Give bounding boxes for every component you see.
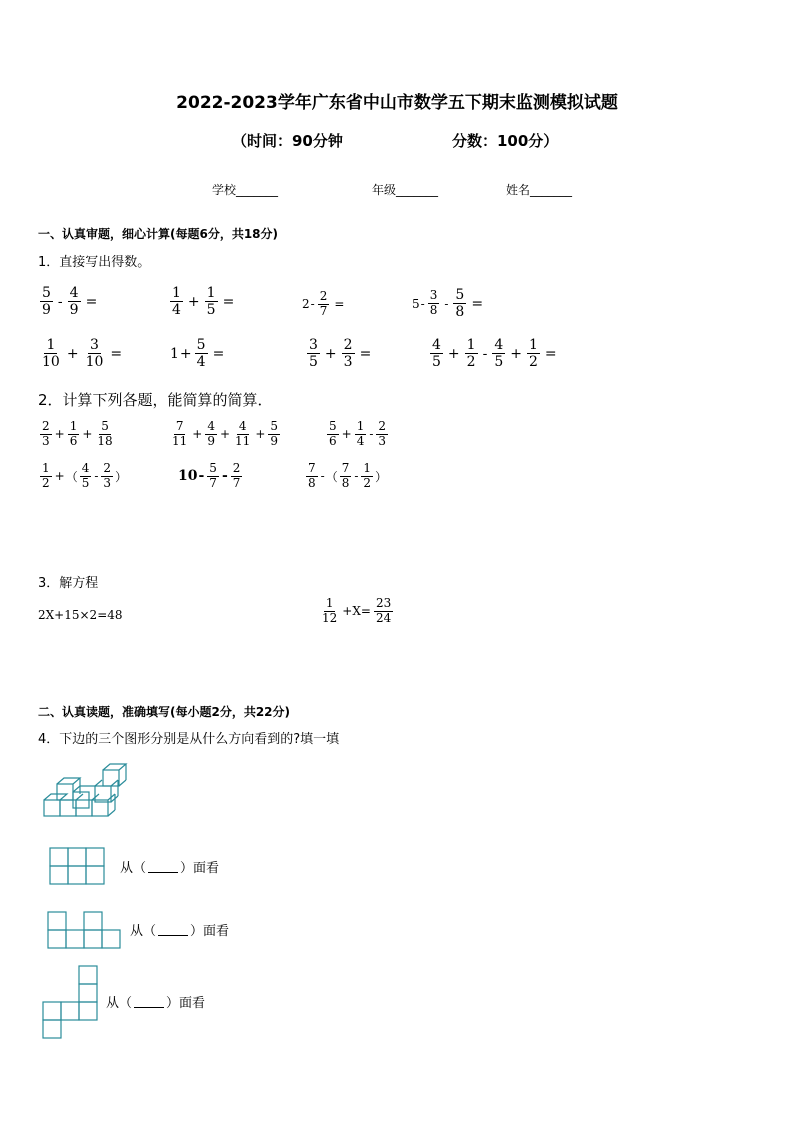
view-label-1: 从（ ）面看 xyxy=(120,861,220,876)
q1-expr-3: 2 - $\frac{2}{7}$ = xyxy=(302,289,345,318)
q2-expr-1: $\frac{2}{3}$ + $\frac{1}{6}$ + $\frac{5}{18}$ xyxy=(42,419,113,448)
school-field: 学校_______ xyxy=(212,183,279,197)
question-2: 2．计算下列各题，能简算的简算． xyxy=(38,391,273,409)
q1-expr-1: $\frac{5}{9}$ - $\frac{4}{9}$ = xyxy=(42,285,98,319)
answer-blank-3[interactable] xyxy=(134,996,164,1008)
exam-time: （时间：90分钟 xyxy=(232,132,343,150)
question-3: 3．解方程 xyxy=(38,576,99,591)
name-field: 姓名_______ xyxy=(506,183,573,197)
question-4: 4．下边的三个图形分别是从什么方向看到的?填一填 xyxy=(38,732,340,747)
question-1: 1．直接写出得数。 xyxy=(38,255,151,270)
q2-expr-5: 10 - $\frac{5}{7}$ - $\frac{2}{7}$ xyxy=(178,461,241,490)
equation-2: $\frac{1}{12}$ +X= $\frac{23}{24}$ xyxy=(322,596,392,625)
view-figure-3 xyxy=(41,964,101,1040)
q2-expr-2: $\frac{7}{11}$ + $\frac{4}{9}$ + $\frac{4}{11}$ + $\frac{5}{9}$ xyxy=(172,419,279,448)
section2-heading: 二、认真读题，准确填写(每小题2分，共22分) xyxy=(38,705,291,719)
q1-expr-4: 5 - $\frac{3}{8}$ - $\frac{5}{8}$ = xyxy=(412,287,484,321)
q1-expr-2: $\frac{1}{4}$ + $\frac{1}{5}$ = xyxy=(172,285,235,319)
answer-blank-1[interactable] xyxy=(148,861,178,873)
grade-field: 年级_______ xyxy=(372,183,439,197)
answer-blank-2[interactable] xyxy=(158,924,188,936)
section1-heading: 一、认真审题，细心计算(每题6分，共18分) xyxy=(38,227,279,241)
q1-expr-5: $\frac{1}{10}$ + $\frac{3}{10}$ = xyxy=(42,337,123,371)
view-label-2: 从（ ）面看 xyxy=(130,924,230,939)
exam-score: 分数：100分） xyxy=(452,132,559,150)
q2-expr-3: $\frac{5}{6}$ + $\frac{1}{4}$ - $\frac{2}{3}$ xyxy=(329,419,387,448)
q1-expr-6: 1 + $\frac{5}{4}$ = xyxy=(170,337,225,371)
q2-expr-4: $\frac{1}{2}$ + （ $\frac{4}{5}$ - $\frac{2}{3}$ ） xyxy=(42,461,128,490)
view-label-3: 从（ ）面看 xyxy=(106,996,206,1011)
q1-expr-7: $\frac{3}{5}$ + $\frac{2}{3}$ = xyxy=(309,337,372,371)
page-title: 2022-2023学年广东省中山市数学五下期末监测模拟试题 xyxy=(176,93,618,113)
q2-expr-6: $\frac{7}{8}$ - （ $\frac{7}{8}$ - $\frac{1}{2}$ ） xyxy=(308,461,388,490)
cube-stack-figure xyxy=(40,760,130,826)
equation-1: 2X+15×2=48 xyxy=(38,608,123,622)
view-figure-2 xyxy=(46,910,124,950)
view-figure-1 xyxy=(48,846,108,886)
q1-expr-8: $\frac{4}{5}$ + $\frac{1}{2}$ - $\frac{4}{5}$ + $\frac{1}{2}$ = xyxy=(432,337,557,371)
